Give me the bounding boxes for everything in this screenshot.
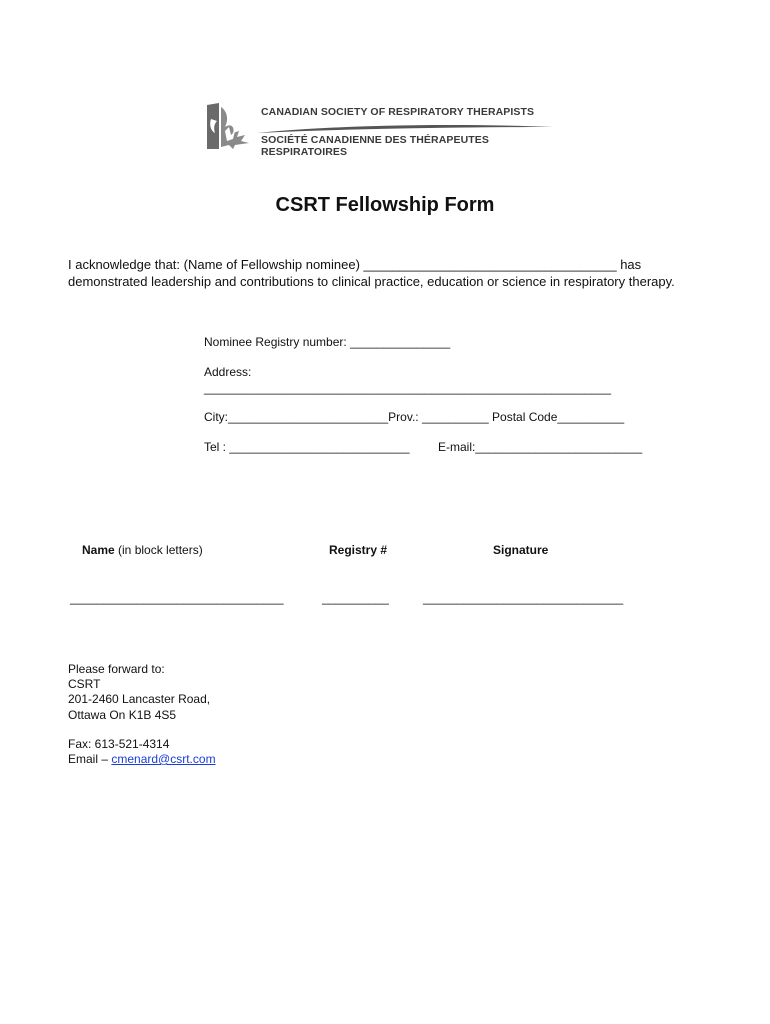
registry-header: Registry #: [329, 543, 388, 557]
forward-city: Ottawa On K1B 4S5: [68, 708, 177, 722]
signature-line-field[interactable]: ______________________________: [423, 591, 624, 605]
page-title: CSRT Fellowship Form: [275, 194, 495, 216]
signature-header: Signature: [493, 543, 549, 557]
forward-fax: Fax: 613-521-4314: [68, 737, 170, 751]
forward-org: CSRT: [68, 677, 101, 691]
nominee-registry-field[interactable]: Nominee Registry number: _______________: [204, 335, 451, 349]
name-hint: (in block letters): [114, 543, 203, 557]
tel-field[interactable]: Tel : ___________________________: [204, 440, 410, 454]
name-label: Name: [82, 543, 115, 557]
address-field[interactable]: _____________________________________________________________: [204, 381, 612, 395]
registry-line-field[interactable]: __________: [322, 591, 389, 605]
logo-swoosh: [255, 121, 555, 135]
csrt-logo-mark-icon: [205, 101, 255, 151]
city-prov-postal-field[interactable]: City:________________________Prov.: __________ Postal Code__________: [204, 410, 625, 424]
forward-heading: Please forward to:: [68, 662, 165, 676]
csrt-logo: [205, 101, 565, 158]
acknowledgement-text: I acknowledge that: (Name of Fellowship nominee) ___________________________________ has demonstrated leadership and contributions to clinical practice, education or science in respiratory therapy.: [68, 257, 675, 289]
email-link[interactable]: cmenard@csrt.com: [111, 752, 216, 766]
email-field[interactable]: E-mail:_________________________: [438, 440, 643, 454]
forward-email: [68, 752, 216, 766]
forward-email-prefix: Email –: [68, 752, 112, 766]
logo-text-french: SOCIÉTÉ CANADIENNE DES THÉRAPEUTES RESPIRATOIRES: [261, 134, 490, 158]
name-line-field[interactable]: ________________________________: [70, 591, 284, 605]
name-header: [82, 543, 203, 557]
address-label: Address:: [204, 365, 252, 379]
logo-text-english: CANADIAN SOCIETY OF RESPIRATORY THERAPISTS: [261, 106, 535, 118]
forward-street: 201-2460 Lancaster Road,: [68, 692, 211, 706]
